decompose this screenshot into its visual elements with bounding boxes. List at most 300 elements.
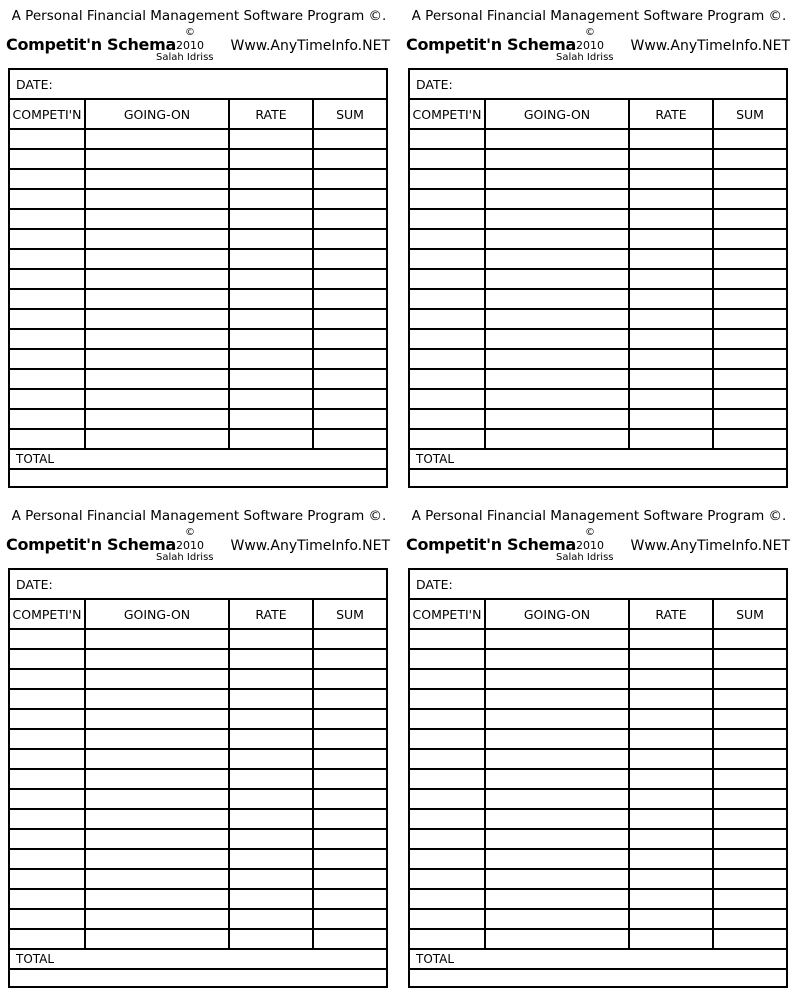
sum-cell[interactable] xyxy=(314,810,386,828)
sum-cell[interactable] xyxy=(314,350,386,368)
table-row xyxy=(10,288,386,308)
competition-cell[interactable] xyxy=(410,390,486,408)
date-row[interactable] xyxy=(410,70,786,98)
rate-cell[interactable] xyxy=(230,370,314,388)
going-on-cell[interactable] xyxy=(86,710,230,728)
date-row[interactable] xyxy=(10,70,386,98)
rate-cell[interactable] xyxy=(630,170,714,188)
sum-cell[interactable] xyxy=(714,850,786,868)
rate-cell[interactable] xyxy=(630,670,714,688)
rate-cell[interactable] xyxy=(230,170,314,188)
rate-cell[interactable] xyxy=(630,410,714,428)
rate-cell[interactable] xyxy=(630,270,714,288)
rate-cell[interactable] xyxy=(630,290,714,308)
competition-cell[interactable] xyxy=(10,710,86,728)
rate-cell[interactable] xyxy=(630,930,714,948)
sum-cell[interactable] xyxy=(714,210,786,228)
competition-cell[interactable] xyxy=(410,770,486,788)
total-row xyxy=(410,948,786,968)
sum-cell[interactable] xyxy=(714,750,786,768)
rate-cell[interactable] xyxy=(630,710,714,728)
competition-cell[interactable] xyxy=(10,730,86,748)
sum-cell[interactable] xyxy=(714,250,786,268)
sum-cell[interactable] xyxy=(714,410,786,428)
rate-cell[interactable] xyxy=(230,310,314,328)
date-row[interactable] xyxy=(410,570,786,598)
rate-cell[interactable] xyxy=(230,330,314,348)
sum-cell[interactable] xyxy=(714,170,786,188)
sum-cell[interactable] xyxy=(714,770,786,788)
rate-cell[interactable] xyxy=(630,430,714,448)
sum-cell[interactable] xyxy=(314,130,386,148)
sum-cell[interactable] xyxy=(314,690,386,708)
sum-cell[interactable] xyxy=(314,750,386,768)
total-value-row[interactable] xyxy=(10,468,386,486)
rate-cell[interactable] xyxy=(230,630,314,648)
sum-cell[interactable] xyxy=(714,790,786,808)
going-on-cell[interactable] xyxy=(86,330,230,348)
sum-cell[interactable] xyxy=(714,890,786,908)
competition-cell[interactable] xyxy=(10,890,86,908)
sum-cell[interactable] xyxy=(714,930,786,948)
sum-cell[interactable] xyxy=(314,670,386,688)
rate-cell[interactable] xyxy=(230,150,314,168)
sum-cell[interactable] xyxy=(314,830,386,848)
competition-cell[interactable] xyxy=(410,230,486,248)
competition-cell[interactable] xyxy=(10,270,86,288)
sum-cell[interactable] xyxy=(314,870,386,888)
sum-cell[interactable] xyxy=(714,810,786,828)
author-name: Salah Idriss xyxy=(556,552,614,563)
sum-cell[interactable] xyxy=(314,630,386,648)
going-on-cell[interactable] xyxy=(486,870,630,888)
rate-cell[interactable] xyxy=(230,690,314,708)
col-header-going-on: GOING-ON xyxy=(486,100,630,128)
sum-cell[interactable] xyxy=(314,290,386,308)
sum-cell[interactable] xyxy=(714,350,786,368)
going-on-cell[interactable] xyxy=(486,650,630,668)
table-row xyxy=(410,388,786,408)
going-on-cell[interactable] xyxy=(86,350,230,368)
rate-cell[interactable] xyxy=(230,750,314,768)
competition-cell[interactable] xyxy=(10,750,86,768)
date-label: DATE: xyxy=(16,576,53,592)
sum-cell[interactable] xyxy=(714,230,786,248)
sum-cell[interactable] xyxy=(314,890,386,908)
going-on-cell[interactable] xyxy=(486,230,630,248)
competition-cell[interactable] xyxy=(10,250,86,268)
going-on-cell[interactable] xyxy=(86,850,230,868)
rate-cell[interactable] xyxy=(630,130,714,148)
rate-cell[interactable] xyxy=(630,630,714,648)
competition-cell[interactable] xyxy=(10,230,86,248)
competition-cell[interactable] xyxy=(410,130,486,148)
competition-cell[interactable] xyxy=(10,810,86,828)
rate-cell[interactable] xyxy=(630,650,714,668)
going-on-cell[interactable] xyxy=(486,750,630,768)
table-row xyxy=(10,348,386,368)
table-row xyxy=(10,768,386,788)
sum-cell[interactable] xyxy=(714,830,786,848)
rate-cell[interactable] xyxy=(230,870,314,888)
going-on-cell[interactable] xyxy=(486,310,630,328)
competition-cell[interactable] xyxy=(10,170,86,188)
competition-cell[interactable] xyxy=(410,690,486,708)
competition-cell[interactable] xyxy=(410,370,486,388)
going-on-cell[interactable] xyxy=(86,810,230,828)
going-on-cell[interactable] xyxy=(86,130,230,148)
competition-cell[interactable] xyxy=(410,270,486,288)
rate-cell[interactable] xyxy=(630,810,714,828)
competition-cell[interactable] xyxy=(410,790,486,808)
competition-cell[interactable] xyxy=(410,630,486,648)
total-value-row[interactable] xyxy=(10,968,386,986)
sum-cell[interactable] xyxy=(714,130,786,148)
competition-cell[interactable] xyxy=(410,350,486,368)
going-on-cell[interactable] xyxy=(486,690,630,708)
table-row xyxy=(10,628,386,648)
rate-cell[interactable] xyxy=(230,390,314,408)
going-on-cell[interactable] xyxy=(486,370,630,388)
competition-cell[interactable] xyxy=(410,930,486,948)
going-on-cell[interactable] xyxy=(86,890,230,908)
going-on-cell[interactable] xyxy=(486,150,630,168)
going-on-cell[interactable] xyxy=(86,910,230,928)
sum-cell[interactable] xyxy=(714,310,786,328)
competition-cell[interactable] xyxy=(410,250,486,268)
sum-cell[interactable] xyxy=(314,770,386,788)
sum-cell[interactable] xyxy=(714,430,786,448)
rate-cell[interactable] xyxy=(230,210,314,228)
rate-cell[interactable] xyxy=(230,230,314,248)
competition-cell[interactable] xyxy=(10,330,86,348)
sum-cell[interactable] xyxy=(314,270,386,288)
competition-cell[interactable] xyxy=(410,170,486,188)
going-on-cell[interactable] xyxy=(486,930,630,948)
form-title: Competit'n Schema xyxy=(6,535,176,554)
competition-cell[interactable] xyxy=(410,330,486,348)
sum-cell[interactable] xyxy=(314,930,386,948)
table-row xyxy=(410,828,786,848)
going-on-cell[interactable] xyxy=(486,290,630,308)
competition-cell[interactable] xyxy=(410,750,486,768)
competition-cell[interactable] xyxy=(410,310,486,328)
sum-cell[interactable] xyxy=(714,870,786,888)
rate-cell[interactable] xyxy=(630,830,714,848)
going-on-cell[interactable] xyxy=(86,310,230,328)
sum-cell[interactable] xyxy=(314,910,386,928)
rate-cell[interactable] xyxy=(230,710,314,728)
going-on-cell[interactable] xyxy=(86,770,230,788)
rate-cell[interactable] xyxy=(630,770,714,788)
competition-cell[interactable] xyxy=(10,350,86,368)
competition-cell[interactable] xyxy=(10,410,86,428)
going-on-cell[interactable] xyxy=(486,210,630,228)
sum-cell[interactable] xyxy=(314,730,386,748)
going-on-cell[interactable] xyxy=(86,250,230,268)
col-header-rate: RATE xyxy=(230,100,314,128)
going-on-cell[interactable] xyxy=(86,650,230,668)
competition-cell[interactable] xyxy=(10,690,86,708)
going-on-cell[interactable] xyxy=(86,930,230,948)
sum-cell[interactable] xyxy=(714,910,786,928)
competition-cell[interactable] xyxy=(410,810,486,828)
sum-cell[interactable] xyxy=(714,270,786,288)
rate-cell[interactable] xyxy=(630,210,714,228)
going-on-cell[interactable] xyxy=(486,270,630,288)
going-on-cell[interactable] xyxy=(86,730,230,748)
rate-cell[interactable] xyxy=(230,190,314,208)
rate-cell[interactable] xyxy=(630,750,714,768)
sum-cell[interactable] xyxy=(714,630,786,648)
sum-cell[interactable] xyxy=(714,710,786,728)
sum-cell[interactable] xyxy=(314,410,386,428)
competition-cell[interactable] xyxy=(10,870,86,888)
total-value-row[interactable] xyxy=(410,468,786,486)
competition-cell[interactable] xyxy=(410,730,486,748)
form-title: Competit'n Schema xyxy=(406,535,576,554)
table-row xyxy=(410,688,786,708)
sum-cell[interactable] xyxy=(714,330,786,348)
rate-cell[interactable] xyxy=(230,930,314,948)
competition-cell[interactable] xyxy=(410,430,486,448)
rate-cell[interactable] xyxy=(630,190,714,208)
competition-cell[interactable] xyxy=(410,870,486,888)
going-on-cell[interactable] xyxy=(486,850,630,868)
rate-cell[interactable] xyxy=(630,350,714,368)
total-row xyxy=(10,948,386,968)
going-on-cell[interactable] xyxy=(86,830,230,848)
competition-cell[interactable] xyxy=(10,790,86,808)
rate-cell[interactable] xyxy=(230,130,314,148)
going-on-cell[interactable] xyxy=(486,330,630,348)
going-on-cell[interactable] xyxy=(486,910,630,928)
rate-cell[interactable] xyxy=(630,790,714,808)
competition-cell[interactable] xyxy=(10,930,86,948)
sum-cell[interactable] xyxy=(314,310,386,328)
table-row xyxy=(410,848,786,868)
rate-cell[interactable] xyxy=(230,910,314,928)
competition-cell[interactable] xyxy=(410,670,486,688)
rate-cell[interactable] xyxy=(230,430,314,448)
going-on-cell[interactable] xyxy=(486,770,630,788)
going-on-cell[interactable] xyxy=(486,790,630,808)
going-on-cell[interactable] xyxy=(486,670,630,688)
rate-cell[interactable] xyxy=(630,230,714,248)
rate-cell[interactable] xyxy=(230,290,314,308)
going-on-cell[interactable] xyxy=(86,750,230,768)
rate-cell[interactable] xyxy=(630,890,714,908)
going-on-cell[interactable] xyxy=(86,210,230,228)
table-row xyxy=(10,428,386,448)
competition-cell[interactable] xyxy=(410,210,486,228)
rate-cell[interactable] xyxy=(630,910,714,928)
going-on-cell[interactable] xyxy=(86,690,230,708)
rate-cell[interactable] xyxy=(230,670,314,688)
sum-cell[interactable] xyxy=(314,250,386,268)
total-label: TOTAL xyxy=(16,452,55,466)
rate-cell[interactable] xyxy=(230,790,314,808)
sum-cell[interactable] xyxy=(714,650,786,668)
going-on-cell[interactable] xyxy=(86,170,230,188)
going-on-cell[interactable] xyxy=(86,430,230,448)
header-row xyxy=(410,598,786,628)
rate-cell[interactable] xyxy=(230,830,314,848)
competition-cell[interactable] xyxy=(10,430,86,448)
rate-cell[interactable] xyxy=(230,270,314,288)
competition-cell[interactable] xyxy=(410,890,486,908)
date-row[interactable] xyxy=(10,570,386,598)
competition-cell[interactable] xyxy=(410,290,486,308)
competition-cell[interactable] xyxy=(10,390,86,408)
website-url: Www.AnyTimeInfo.NET xyxy=(630,38,790,54)
copyright-symbol: © xyxy=(585,27,595,38)
sum-cell[interactable] xyxy=(314,330,386,348)
competition-cell[interactable] xyxy=(410,910,486,928)
sum-cell[interactable] xyxy=(314,170,386,188)
going-on-cell[interactable] xyxy=(486,890,630,908)
going-on-cell[interactable] xyxy=(86,150,230,168)
rate-cell[interactable] xyxy=(230,730,314,748)
rate-cell[interactable] xyxy=(230,250,314,268)
competition-cell[interactable] xyxy=(10,650,86,668)
rate-cell[interactable] xyxy=(630,250,714,268)
competition-cell[interactable] xyxy=(10,630,86,648)
going-on-cell[interactable] xyxy=(86,370,230,388)
going-on-cell[interactable] xyxy=(86,630,230,648)
table-row xyxy=(10,688,386,708)
going-on-cell[interactable] xyxy=(486,730,630,748)
sum-cell[interactable] xyxy=(314,190,386,208)
competition-cell[interactable] xyxy=(10,830,86,848)
sum-cell[interactable] xyxy=(314,790,386,808)
sum-cell[interactable] xyxy=(314,430,386,448)
sum-cell[interactable] xyxy=(314,370,386,388)
sum-cell[interactable] xyxy=(314,850,386,868)
competition-cell[interactable] xyxy=(10,670,86,688)
competition-cell[interactable] xyxy=(410,830,486,848)
competition-cell[interactable] xyxy=(410,650,486,668)
sum-cell[interactable] xyxy=(314,210,386,228)
rate-cell[interactable] xyxy=(230,890,314,908)
rate-cell[interactable] xyxy=(230,410,314,428)
going-on-cell[interactable] xyxy=(486,190,630,208)
table-row xyxy=(10,268,386,288)
sum-cell[interactable] xyxy=(314,650,386,668)
rate-cell[interactable] xyxy=(230,810,314,828)
going-on-cell[interactable] xyxy=(86,670,230,688)
competition-cell[interactable] xyxy=(410,710,486,728)
rate-cell[interactable] xyxy=(630,150,714,168)
table-row xyxy=(10,308,386,328)
going-on-cell[interactable] xyxy=(86,790,230,808)
going-on-cell[interactable] xyxy=(86,410,230,428)
date-label: DATE: xyxy=(416,76,453,92)
rate-cell[interactable] xyxy=(230,850,314,868)
rate-cell[interactable] xyxy=(630,330,714,348)
going-on-cell[interactable] xyxy=(486,810,630,828)
going-on-cell[interactable] xyxy=(86,190,230,208)
competition-cell[interactable] xyxy=(410,190,486,208)
sum-cell[interactable] xyxy=(714,730,786,748)
competition-cell[interactable] xyxy=(410,850,486,868)
table-row xyxy=(410,348,786,368)
rate-cell[interactable] xyxy=(230,650,314,668)
going-on-cell[interactable] xyxy=(86,290,230,308)
rate-cell[interactable] xyxy=(230,350,314,368)
sum-cell[interactable] xyxy=(714,690,786,708)
sum-cell[interactable] xyxy=(714,190,786,208)
going-on-cell[interactable] xyxy=(486,710,630,728)
going-on-cell[interactable] xyxy=(486,250,630,268)
author-name: Salah Idriss xyxy=(156,52,214,63)
rate-cell[interactable] xyxy=(630,310,714,328)
going-on-cell[interactable] xyxy=(86,230,230,248)
sum-cell[interactable] xyxy=(314,150,386,168)
going-on-cell[interactable] xyxy=(486,630,630,648)
going-on-cell[interactable] xyxy=(486,130,630,148)
going-on-cell[interactable] xyxy=(86,390,230,408)
sum-cell[interactable] xyxy=(314,390,386,408)
competition-cell[interactable] xyxy=(10,310,86,328)
competition-cell[interactable] xyxy=(10,150,86,168)
rate-cell[interactable] xyxy=(630,870,714,888)
competition-cell[interactable] xyxy=(10,190,86,208)
going-on-cell[interactable] xyxy=(486,830,630,848)
going-on-cell[interactable] xyxy=(486,170,630,188)
total-label: TOTAL xyxy=(16,952,55,966)
competition-cell[interactable] xyxy=(10,910,86,928)
going-on-cell[interactable] xyxy=(486,410,630,428)
competition-cell[interactable] xyxy=(10,130,86,148)
going-on-cell[interactable] xyxy=(486,390,630,408)
sum-cell[interactable] xyxy=(714,390,786,408)
competition-cell[interactable] xyxy=(10,770,86,788)
table-row xyxy=(10,248,386,268)
table-row xyxy=(10,728,386,748)
going-on-cell[interactable] xyxy=(86,870,230,888)
rate-cell[interactable] xyxy=(230,770,314,788)
sum-cell[interactable] xyxy=(314,710,386,728)
rate-cell[interactable] xyxy=(630,370,714,388)
sum-cell[interactable] xyxy=(714,370,786,388)
tagline: A Personal Financial Management Software Program ©. xyxy=(11,508,387,524)
competition-cell[interactable] xyxy=(10,210,86,228)
competition-cell[interactable] xyxy=(410,410,486,428)
rate-cell[interactable] xyxy=(630,390,714,408)
table-row xyxy=(10,168,386,188)
sum-cell[interactable] xyxy=(714,150,786,168)
copyright-year: 2010 xyxy=(176,39,204,52)
competition-cell[interactable] xyxy=(10,290,86,308)
competition-cell[interactable] xyxy=(10,370,86,388)
sum-cell[interactable] xyxy=(314,230,386,248)
table-row xyxy=(10,188,386,208)
sum-cell[interactable] xyxy=(714,670,786,688)
rate-cell[interactable] xyxy=(630,690,714,708)
competition-cell[interactable] xyxy=(410,150,486,168)
rate-cell[interactable] xyxy=(630,730,714,748)
going-on-cell[interactable] xyxy=(486,350,630,368)
going-on-cell[interactable] xyxy=(86,270,230,288)
total-value-row[interactable] xyxy=(410,968,786,986)
table-row xyxy=(10,868,386,888)
going-on-cell[interactable] xyxy=(486,430,630,448)
competition-cell[interactable] xyxy=(10,850,86,868)
rate-cell[interactable] xyxy=(630,850,714,868)
table-row xyxy=(410,408,786,428)
sum-cell[interactable] xyxy=(714,290,786,308)
